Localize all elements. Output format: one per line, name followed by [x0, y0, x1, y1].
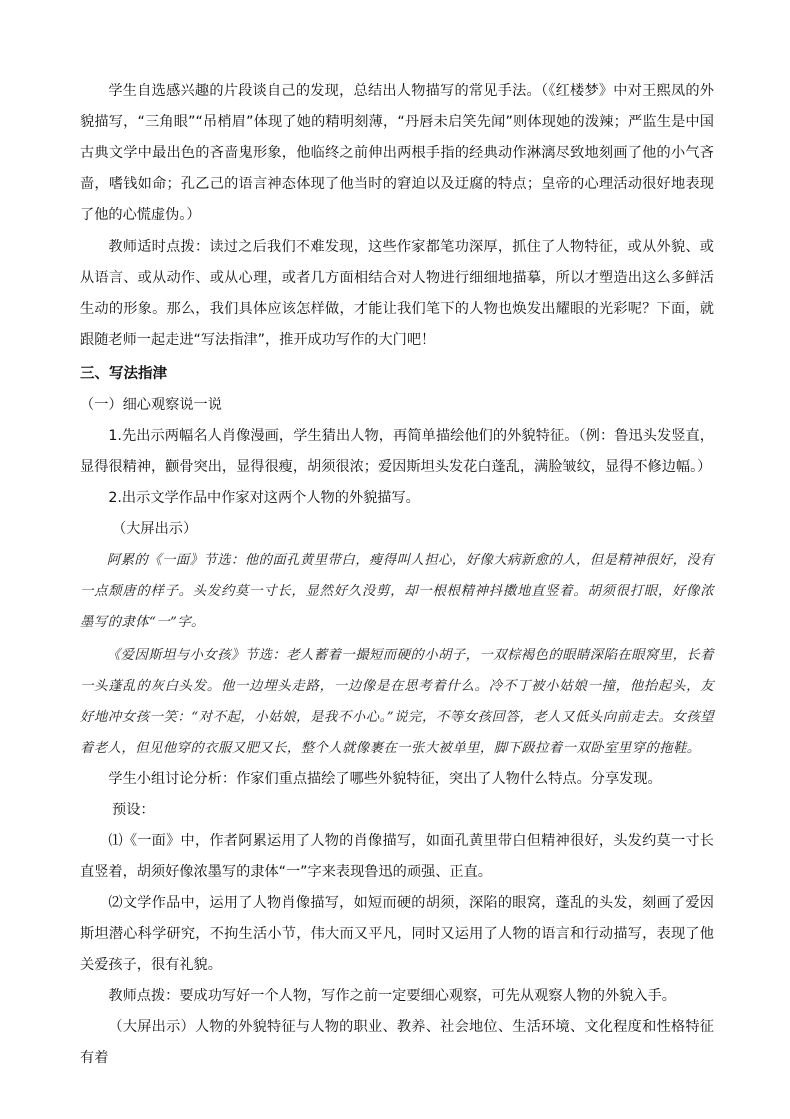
preset-label: 预设： — [112, 802, 155, 818]
list-item-step-1: 1.先出示两幅名人肖像漫画，学生猜出人物，再简单描绘他们的外貌特征。（例：鲁迅头发竖直，显得很精神，颧骨突出，显得很瘦，胡须很浓；爱因斯坦头发花白蓬乱，满脸皱纹，显得不修边幅。） — [80, 428, 714, 475]
answer-2: ⑵文学作品中，运用了人物肖像描写，如短而硬的胡须，深陷的眼窝，蓬乱的头发，刻画了爱因斯坦潜心科学研究，不拘生活小节，伟大而又平凡，同时又运用了人物的语言和行动描写，表现了他关爱孩子，很有礼貌。 — [80, 895, 714, 973]
paragraph-discovery: 学生自选感兴趣的片段谈自己的发现，总结出人物描写的常见手法。（《红楼梦》中对王熙凤的外貌描写，“三角眼”“吊梢眉”体现了她的精明刻薄，“丹唇未启笑先闻”则体现她的泼辣；严监生是中国古典文学中最出色的吝啬鬼形象，他临终之前伸出两根手指的经典动作淋漓尽致地刻画了他的小气吝啬，嗜钱如命；孔乙己的语言神态体现了他当时的窘迫以及迂腐的特点；皇帝的心理活动很好地表现了他的心慌虚伪。） — [80, 83, 714, 223]
paragraph-group-discussion: 学生小组讨论分析：作家们重点描绘了哪些外貌特征，突出了人物什么特点。分享发现。 — [108, 771, 662, 787]
quote-yimian-excerpt: 阿累的《一面》节选：他的面孔黄里带白，瘦得叫人担心，好像大病新愈的人，但是精神很好，没有一点颓唐的样子。头发约莫一寸长，显然好久没剪，却一根根精神抖擞地直竖着。胡须很打眼，好像浓墨写的隶体“一”字。 — [80, 553, 714, 630]
paragraph-teacher-guidance: 教师适时点拨：读过之后我们不难发现，这些作家都笔功深厚，抓住了人物特征，或从外貌、或从语言、或从动作、或从心理，或者几方面相结合对人物进行细细地描摹，所以才塑造出这么多鲜活生动的形象。那么，我们具体应该怎样做，才能让我们笔下的人物也焕发出耀眼的光彩呢？下面，就跟随老师一起走进“写法指津”，推开成功写作的大门吧！ — [80, 239, 714, 348]
subsection-heading-observe: （一）细心观察说一说 — [80, 397, 222, 413]
quote-einstein-excerpt: 《爱因斯坦与小女孩》节选：老人蓄着一撮短而硬的小胡子，一双棕褐色的眼睛深陷在眼窝里，长着一头蓬乱的灰白头发。他一边埋头走路，一边像是在思考着什么。冷不丁被小姑娘一撞，他抬起头，友好地冲女孩一笑：“对不起，小姑娘，是我不小心。”说完，不等女孩回答，老人又低头向前走去。女孩望着老人，但见他穿的衣服又肥又长，整个人就像裹在一张大被单里，脚下趿拉着一双卧室里穿的拖鞋。 — [80, 648, 714, 756]
paragraph-teacher-tip: 教师点拨：要成功写好一个人物，写作之前一定要细心观察，可先从观察人物的外貌入手。 — [108, 988, 676, 1004]
list-item-step-2: 2.出示文学作品中作家对这两个人物的外貌描写。 — [108, 490, 420, 506]
section-heading-writing-guide: 三、写法指津 — [80, 366, 167, 382]
answer-1: ⑴《一面》中，作者阿累运用了人物的肖像描写，如面孔黄里带白但精神很好，头发约莫一寸长直竖着，胡须好像浓墨写的隶体“一”字来表现鲁迅的顽强、正直。 — [80, 833, 714, 880]
screen-display-label: （大屏出示） — [112, 521, 198, 537]
paragraph-screen-appearance: （大屏出示）人物的外貌特征与人物的职业、教养、社会地位、生活环境、文化程度和性格特征有着 — [80, 1019, 714, 1066]
